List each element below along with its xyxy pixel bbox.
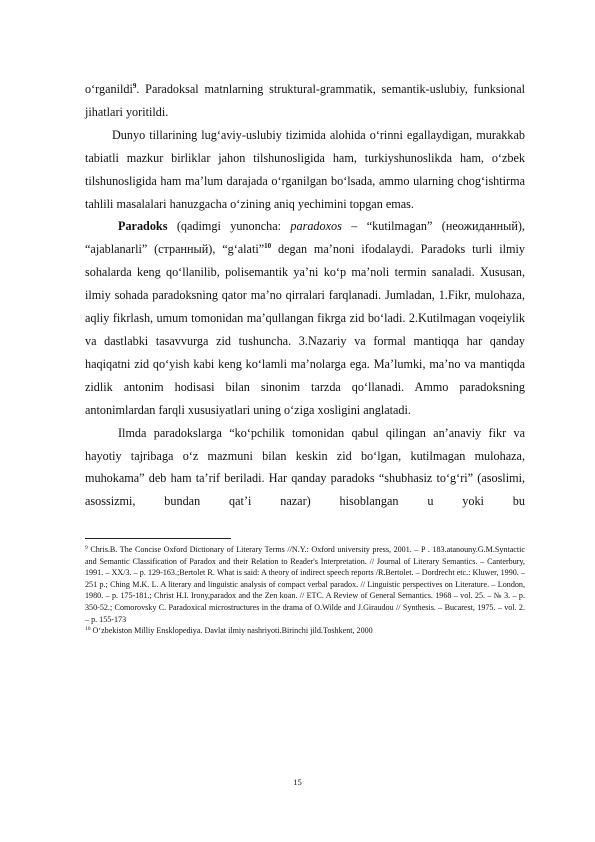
footnote-9: [85, 544, 525, 625]
footnote-ref-10[interactable]: 10: [264, 242, 272, 251]
footnote-number: 10: [85, 626, 91, 633]
term-paradoxos: paradoxos: [290, 219, 342, 234]
p1-text-b: . Paradoksal matnlarning struktural-grammatik, semantik-uslubiy, funksional jihatlari yoritildi.: [85, 82, 525, 119]
page-number: 15: [293, 777, 302, 787]
main-text: [85, 78, 525, 513]
footnote-text: Chris.B. The Concise Oxford Dictionary of Literary Terms //N.Y.: Oxford university press, 2001. – P . 183.atanouny.G.M.Syntactic and Semantic Classification of Paradox and their Relation to Reader's Interpretation. // Journal of Literary Semantics. – Canterbury, 1991. – XX/3. – p. 129-163.;Bertolet R. What is said: A theory of indirect speech reports /R.Bertolet. – Dordrecht etc.: Kluwer, 1990. – 251 p.; Ching M.K. L. A literary and linguistic analysis of compact verbal paradox. // Linguistic perspectives on Literature. – London, 1980. – p. 175-181.; Christ H.I. Irony,paradox and the Zen koan. // ETC. A Review of General Semantics. 1968 – vol. 25. – № 3. – p. 350-52.; Comorovsky C. Paradoxical microstructures in the drama of O.Wilde and J.Giraudou // Synthesis. – Bucarest, 1975. – vol. 2. – p. 155-173: [85, 545, 525, 624]
paragraph-1: [85, 78, 525, 124]
p3-text-a: (qadimgi yunoncha:: [167, 219, 291, 234]
p3-text-b: – “kutilmagan” (неожиданный), “ajablanarli” (странный), “g‘alati”: [85, 219, 525, 257]
paragraph-4: Ilmda paradokslarga “ko‘pchilik tomonidan qabul qilingan an’anaviy fikr va hayotiy tajribaga o‘z mazmuni bilan keskin zid bo‘lgan, kutilmagan mulohaza, muhokama” deb ham ta’rif beriladi. Har qanday paradoks “shubhasiz to‘g‘ri” (asoslimi, asossizmi, bundan qat’i nazar) hisoblangan u yoki bu: [85, 425, 525, 509]
footnote-text: O‘zbekiston Milliy Ensklopediya. Davlat ilmiy nashriyoti.Birinchi jild.Toshkent, 2000: [90, 626, 373, 636]
footnote-ref-9[interactable]: 9: [132, 82, 137, 90]
footnote-number: 9: [85, 545, 88, 551]
footnote-divider: [85, 538, 231, 539]
paragraph-2: Dunyo tillarining lug‘aviy-uslubiy tizimida alohida o‘rinni egallaydigan, murakkab tabiatli mazkur birliklar jahon tilshunosligida ham, turkiyshunoslikda ham, o‘zbek tilshunosligida ham ma’lum darajada o‘rganilgan bo‘lsada, ammo ularning chog‘ishtirma tahlili masalalari hanuzgacha o‘zining aniq yechimini topgan emas.: [85, 127, 525, 211]
footnote-10: [85, 625, 525, 637]
term-paradoks: Paradoks: [118, 219, 168, 234]
p1-text-a: o‘rganildi: [85, 82, 133, 96]
footnotes: [85, 538, 525, 637]
p3-text-c: degan ma’noni ifodalaydi. Paradoks turli ilmiy sohalarda keng qo‘llanilib, polisemantik ya’ni ko‘p ma’noli termin sanaladi. Xususan, ilmiy sohada paradoksning qator ma’no qirralari farqlanadi. Jumladan, 1.Fikr, mulohaza, aqliy fikrlash, umum tomonidan ma’qullangan fikrga zid bo‘ladi. 2.Kutilmagan voqeiylik va dastlabki tasavvurga zid tushuncha. 3.Nazariy va formal mantiqqa har qanday haqiqatni zid qo‘yish kabi keng ko‘lamli ma’nolarga ega. Ma’lumki, ma’no va mantiqda zidlik antonim hodisasi bilan sinonim tarzda qo‘llanadi. Ammo paradoksning antonimlardan farqli xususiyatlari uning o‘ziga xosligini anglatadi.: [85, 242, 525, 417]
paragraph-3: [85, 215, 525, 421]
